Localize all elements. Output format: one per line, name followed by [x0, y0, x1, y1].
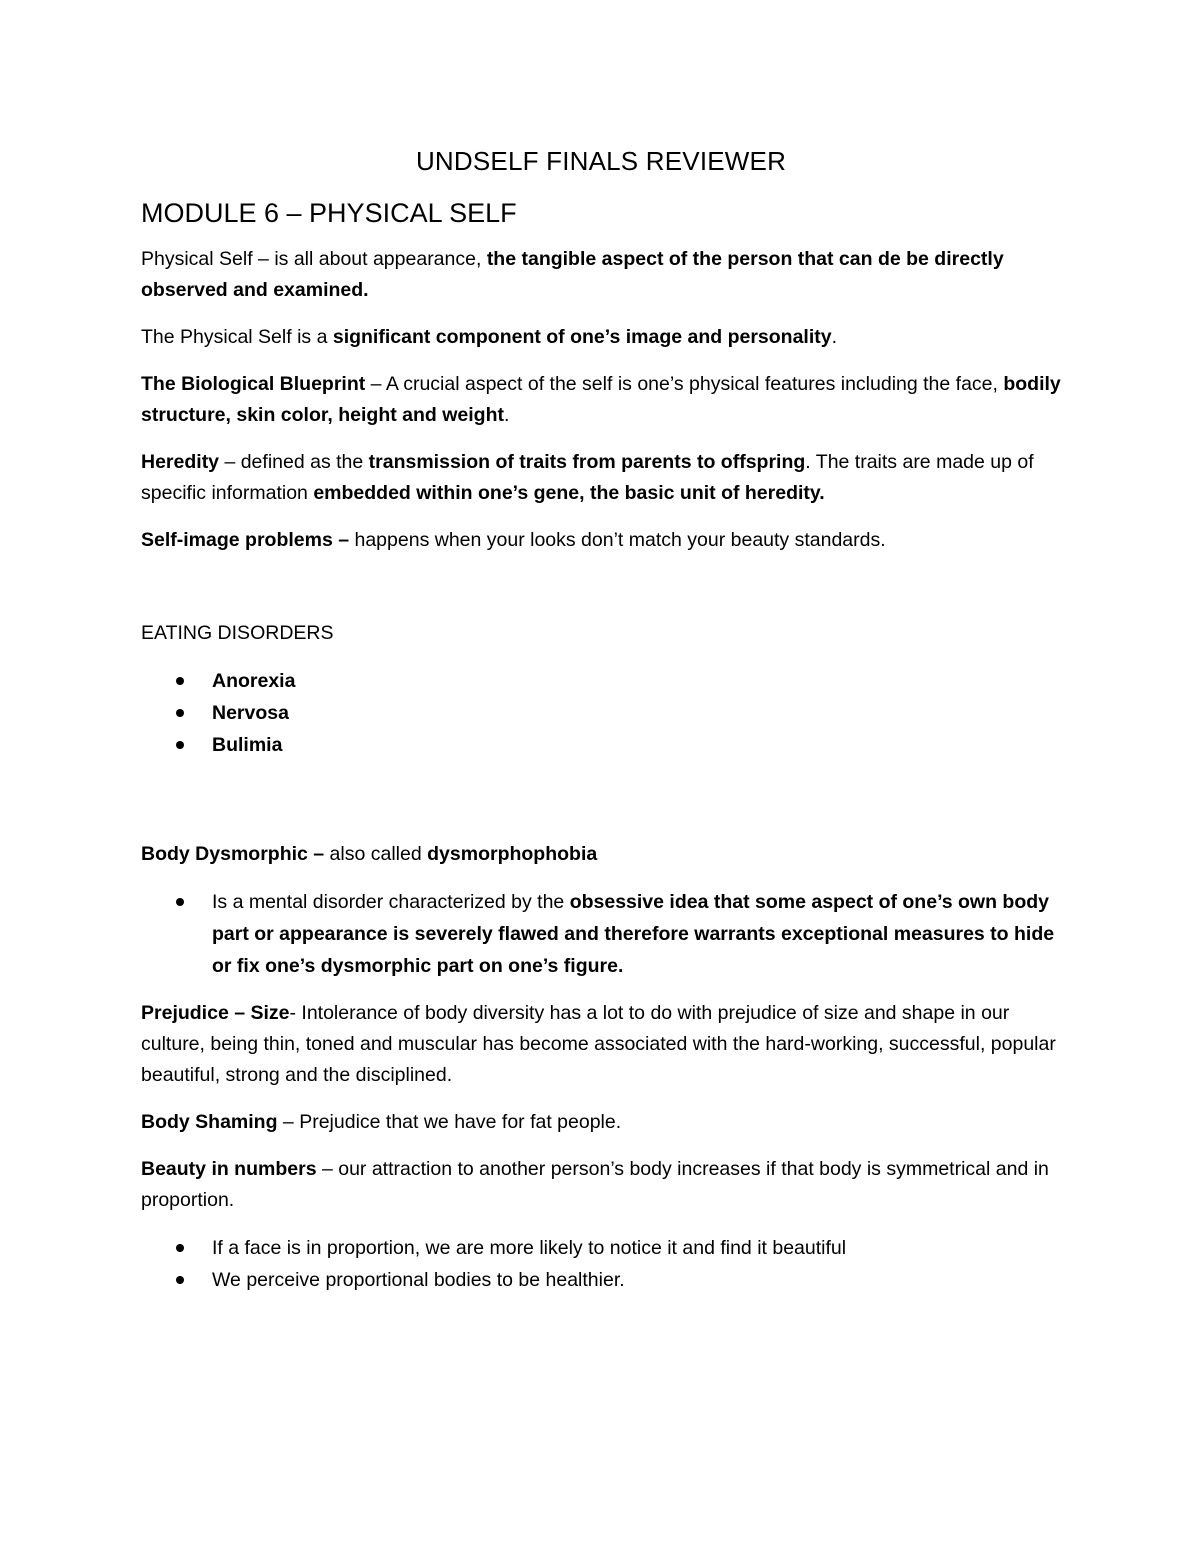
- bullet-icon: [176, 677, 184, 685]
- significant-paragraph: [141, 322, 1061, 353]
- list-item: [141, 1232, 1061, 1264]
- list-item: [141, 729, 1061, 761]
- eating-disorders-list: [141, 665, 1061, 761]
- module-heading: MODULE 6 – PHYSICAL SELF: [141, 198, 517, 228]
- bullet-icon: [176, 741, 184, 749]
- blueprint-term: The Biological Blueprint: [141, 373, 366, 395]
- significant-post: .: [831, 326, 838, 348]
- beauty-term: Beauty in numbers: [141, 1158, 317, 1180]
- list-item: [141, 697, 1061, 729]
- significant-bold: significant component of one’s image and personality: [332, 326, 832, 348]
- bullet-icon: [176, 709, 184, 717]
- list-item-text: Nervosa: [212, 702, 289, 724]
- list-item: [141, 886, 1061, 982]
- bullet-pre: Is a mental disorder characterized by the: [212, 891, 570, 913]
- body-dysmorphic-bold: dysmorphophobia: [427, 843, 598, 865]
- prejudice-paragraph: [141, 998, 1061, 1091]
- list-item-text: Anorexia: [212, 670, 296, 692]
- prejudice-term: Prejudice – Size: [141, 1002, 290, 1024]
- document-title: UNDSELF FINALS REVIEWER: [415, 146, 787, 176]
- beauty-post: – our attraction to another person’s body increases if that body is symmetrical and in proportion.: [141, 1158, 1049, 1211]
- list-item: [141, 1264, 1061, 1296]
- physical-self-paragraph: [141, 244, 1061, 306]
- blueprint-mid: – A crucial aspect of the self is one’s physical features including the face,: [365, 373, 1004, 395]
- beauty-list: [141, 1232, 1061, 1296]
- blueprint-paragraph: [141, 369, 1061, 431]
- body-dysmorphic-paragraph: [141, 839, 1061, 870]
- heredity-term: Heredity: [141, 451, 220, 473]
- list-item-text: If a face is in proportion, we are more likely to notice it and find it beautiful: [212, 1237, 847, 1259]
- beauty-paragraph: [141, 1154, 1061, 1216]
- self-image-post: happens when your looks don’t match your beauty standards.: [349, 529, 886, 551]
- list-item-text: We perceive proportional bodies to be healthier.: [212, 1269, 625, 1291]
- self-image-paragraph: [141, 525, 1061, 556]
- list-item: [141, 665, 1061, 697]
- eating-disorders-heading: EATING DISORDERS: [141, 622, 334, 644]
- spacer: [141, 572, 1061, 618]
- heredity-bold1: transmission of traits from parents to offspring: [368, 451, 806, 473]
- spacer: [141, 777, 1061, 839]
- significant-pre: The Physical Self is a: [141, 326, 333, 348]
- bullet-icon: [176, 1276, 184, 1284]
- document-body: [141, 144, 1061, 1312]
- body-dysmorphic-list: [141, 886, 1061, 982]
- bullet-bold: obsessive idea that some aspect of one’s own body part or appearance is severely flawed and therefore warrants exceptional measures to hide or fix one’s dysmorphic part on one’s figure.: [212, 891, 1055, 977]
- bullet-icon: [176, 898, 184, 906]
- body-shaming-post: – Prejudice that we have for fat people.: [277, 1111, 622, 1133]
- heredity-paragraph: [141, 447, 1061, 509]
- heredity-mid2: . The traits are made up of specific information: [141, 451, 1034, 504]
- self-image-term: Self-image problems –: [141, 529, 350, 551]
- blueprint-bold: bodily structure, skin color, height and weight: [141, 373, 1061, 426]
- heredity-bold2: embedded within one’s gene, the basic unit of heredity.: [313, 482, 825, 504]
- physical-self-sep: – is all about appearance,: [252, 248, 487, 270]
- body-shaming-term: Body Shaming: [141, 1111, 278, 1133]
- body-dysmorphic-term: Body Dysmorphic –: [141, 843, 325, 865]
- physical-self-term: Physical Self: [141, 248, 253, 270]
- prejudice-post: - Intolerance of body diversity has a lot to do with prejudice of size and shape in our culture, being thin, toned and muscular has become associated with the hard-working, successful, popular beautiful, strong and the disciplined.: [141, 1002, 1056, 1086]
- body-shaming-paragraph: [141, 1107, 1061, 1138]
- body-dysmorphic-mid: also called: [324, 843, 428, 865]
- blueprint-post: .: [503, 404, 510, 426]
- list-item-text: Bulimia: [212, 734, 283, 756]
- heredity-mid1: – defined as the: [219, 451, 369, 473]
- physical-self-definition: the tangible aspect of the person that can de be directly observed and examined.: [141, 248, 1004, 301]
- bullet-icon: [176, 1244, 184, 1252]
